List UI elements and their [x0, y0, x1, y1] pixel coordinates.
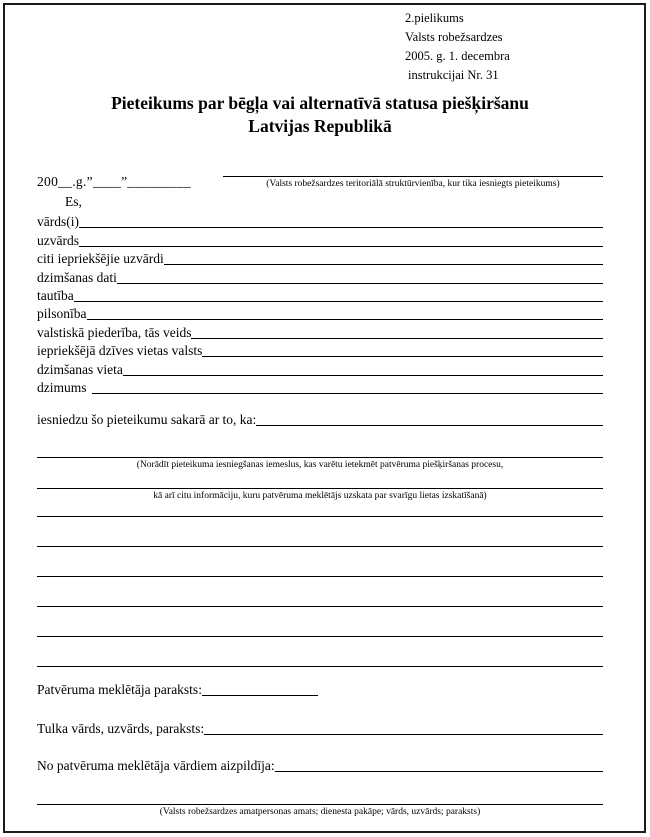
annex-line-3: 2005. g. 1. decembra: [405, 49, 510, 63]
field-input-line[interactable]: [79, 245, 603, 247]
field-input-line[interactable]: [87, 318, 604, 320]
reason-writein-line[interactable]: [37, 607, 603, 637]
reason-input-line[interactable]: [256, 424, 603, 426]
reason-writein-line-1[interactable]: [37, 457, 603, 471]
field-row-citi-uzvardi: [37, 249, 603, 267]
field-row-dzimums: [37, 378, 603, 396]
field-input-line[interactable]: [79, 226, 603, 228]
field-label: dzimšanas dati: [37, 269, 117, 285]
field-label: iepriekšējā dzīves vietas valsts: [37, 343, 203, 359]
reason-label: iesniedzu šo pieteikumu sakarā ar to, ka:: [37, 411, 257, 427]
field-row-valstiska-piederiba: [37, 322, 603, 340]
filled-by-row: [37, 755, 603, 774]
field-label: tautība: [37, 287, 74, 303]
official-signature-line[interactable]: [37, 804, 603, 818]
page-title-line-1: Pieteikums par bēgļa vai alternatīvā statusa piešķiršanu: [111, 93, 529, 113]
field-input-line[interactable]: [191, 337, 603, 339]
applicant-signature-label: Patvēruma meklētāja paraksts:: [37, 681, 202, 697]
field-input-line[interactable]: [117, 282, 603, 284]
field-label: pilsonība: [37, 306, 87, 322]
reason-writein-line[interactable]: [37, 637, 603, 667]
reason-writein-line-2[interactable]: [37, 488, 603, 502]
official-signature-caption: (Valsts robežsardzes amatpersonas amats; dienesta pakāpe; vārds, uzvārds; paraksts): [159, 806, 481, 817]
field-label: citi iepriekšējie uzvārdi: [37, 251, 164, 267]
page-title-line-2: Latvijas Republikā: [248, 116, 392, 136]
intro-es: Es,: [65, 194, 82, 209]
field-label: dzimšanas vieta: [37, 361, 123, 377]
field-input-line[interactable]: [202, 355, 603, 357]
field-row-dzimsanas-vieta: [37, 359, 603, 377]
reason-writein-area: [37, 502, 603, 667]
reason-writein-line[interactable]: [37, 517, 603, 547]
reason-writein-line[interactable]: [37, 547, 603, 577]
date-prefix[interactable]: 200__.g.”____”_________: [37, 174, 191, 189]
annex-line-2: Valsts robežsardzes: [405, 30, 503, 44]
page-title: [37, 92, 603, 138]
personal-data-fields: [37, 212, 603, 396]
field-label: uzvārds: [37, 232, 79, 248]
field-label: dzimums: [37, 379, 87, 395]
filled-by-label: No patvēruma meklētāja vārdiem aizpildīja:: [37, 757, 275, 773]
reason-statement-row: [37, 409, 603, 428]
date-line: [37, 162, 603, 190]
field-row-dzimsanas-dati: [37, 267, 603, 285]
reason-writein-line[interactable]: [37, 502, 603, 517]
applicant-signature-row: [37, 679, 603, 698]
submission-office-caption: (Valsts robežsardzes teritoriālā struktūrvienība, kur tika iesniegts pieteikums): [266, 179, 560, 189]
submission-office-input-line[interactable]: [223, 162, 603, 177]
reason-caption-1: (Norādīt pieteikuma iesniegšanas iemeslus, kas varētu ietekmēt patvēruma piešķiršanas procesu,: [136, 459, 504, 470]
field-input-line[interactable]: [92, 392, 604, 394]
filled-by-input-line[interactable]: [275, 770, 603, 772]
field-input-line[interactable]: [164, 263, 603, 265]
applicant-signature-line[interactable]: [202, 695, 318, 696]
submission-office-field: [223, 162, 603, 190]
field-input-line[interactable]: [74, 300, 603, 302]
field-row-tautiba: [37, 286, 603, 304]
field-label: vārds(i): [37, 214, 79, 230]
field-row-uzvards: [37, 230, 603, 248]
field-row-vardsi: [37, 212, 603, 230]
annex-reference: [405, 9, 603, 85]
interpreter-signature-row: [37, 718, 603, 737]
field-row-pilsoniba: [37, 304, 603, 322]
field-label: valstiskā piederība, tās veids: [37, 324, 192, 340]
annex-line-4: instrukcijai Nr. 31: [408, 68, 499, 82]
reason-caption-2: kā arī citu informāciju, kuru patvēruma meklētājs uzskata par svarīgu lietas izskatīšanā): [153, 490, 487, 501]
field-row-iepriekseja-valsts: [37, 341, 603, 359]
interpreter-signature-line[interactable]: [204, 733, 603, 735]
interpreter-signature-label: Tulka vārds, uzvārds, paraksts:: [37, 720, 205, 736]
annex-line-1: 2.pielikums: [405, 11, 464, 25]
field-input-line[interactable]: [123, 374, 603, 376]
reason-writein-line[interactable]: [37, 577, 603, 607]
